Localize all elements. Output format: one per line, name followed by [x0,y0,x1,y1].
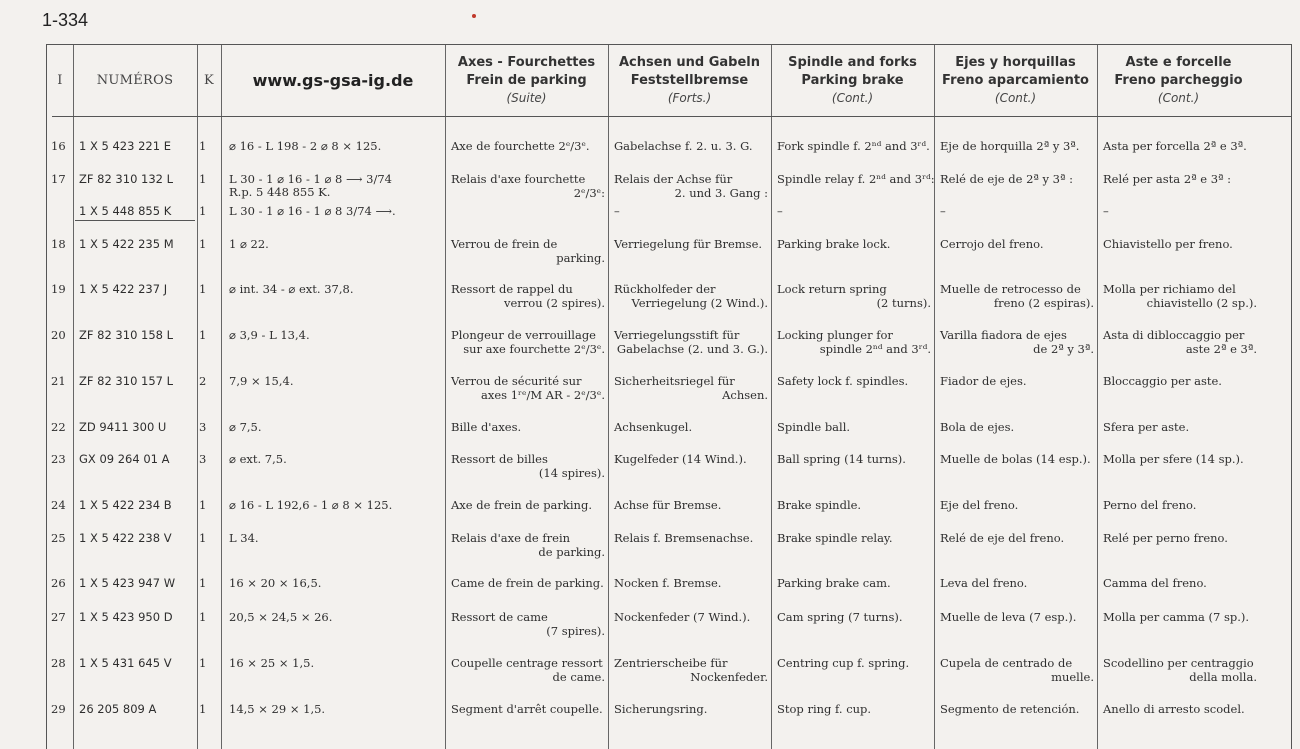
desc-fr-line: Came de frein de parking. [451,576,604,590]
col-divider [445,45,446,749]
desc-it-line: Anello di arresto scodel. [1103,702,1245,716]
desc-en-line: Cam spring (7 turns). [777,610,903,624]
part-number: ZF 82 310 157 L [79,374,174,388]
desc-de-line: Relais f. Bremsenachse. [614,531,754,545]
header-german: Achsen und Gabeln Feststellbremse (Forts.) [619,54,760,105]
desc-es-line: – [940,204,946,218]
desc-en-line: Safety lock f. spindles. [777,374,909,388]
desc-fr-line: axes 1ʳᵉ/M AR - 2ᵉ/3ᵉ. [480,387,605,402]
desc-fr-line: Relais d'axe fourchette [451,172,586,186]
header-numeros: NUMÉROS [96,72,174,88]
row-index: 28 [51,656,66,670]
dimensions: 16 × 20 × 16,5. [229,576,322,590]
desc-fr-line: Plongeur de verrouillage [451,328,596,342]
part-number: 1 X 5 423 947 W [79,576,176,590]
part-number: 1 X 5 423 221 E [79,139,171,153]
col-divider [73,45,74,749]
part-number: 1 X 5 448 855 K [79,204,172,218]
desc-es-line: Relé de eje del freno. [940,531,1065,545]
desc-en-line: Stop ring f. cup. [777,702,872,716]
desc-es-line: Muelle de leva (7 esp.). [940,610,1077,624]
dimensions: L 34. [229,531,259,545]
desc-it-line: Asta di dibloccaggio per [1103,328,1245,342]
part-number: 1 X 5 422 234 B [79,498,172,512]
dimensions: ⌀ 3,9 - L 13,4. [229,328,310,342]
desc-it-line: Relé per asta 2ª e 3ª : [1103,172,1232,186]
part-number: GX 09 264 01 A [79,452,170,466]
part-number-underline [75,220,195,221]
header-k: K [203,72,214,88]
desc-it-line: – [1103,204,1109,218]
desc-it-line: Molla per richiamo del [1103,282,1236,296]
desc-es-line: Eje del freno. [940,498,1019,512]
quantity-k: 1 [199,139,207,153]
desc-it-line: chiavistello (2 sp.). [1146,295,1257,310]
desc-en-line: – [777,204,783,218]
quantity-k: 1 [199,172,207,186]
col-divider [771,45,772,749]
dimensions: ⌀ 7,5. [229,420,262,434]
desc-de-line: Achsenkugel. [614,420,693,434]
row-index: 24 [51,498,66,512]
dimensions: 7,9 × 15,4. [229,374,294,388]
quantity-k: 3 [199,420,207,434]
desc-fr-line: (14 spires). [538,465,605,480]
row-index: 19 [51,282,66,296]
dimensions: ⌀ int. 34 - ⌀ ext. 37,8. [229,282,354,296]
header-french: Axes - Fourchettes Frein de parking (Suite) [457,54,596,105]
desc-it-line: della molla. [1189,669,1257,684]
quantity-k: 1 [199,610,207,624]
header-english: Spindle and forks Parking brake (Cont.) [788,54,917,105]
quantity-k: 1 [199,282,207,296]
desc-it-line: Relé per perno freno. [1103,531,1228,545]
page-number: 1-334 [42,10,89,30]
quantity-k: 1 [199,702,207,716]
desc-fr-line: Verrou de frein de [451,237,558,251]
desc-de-line: Achsen. [722,387,768,402]
desc-fr-line: verrou (2 spires). [503,295,605,310]
desc-es-line: Leva del freno. [940,576,1028,590]
row-index: 27 [51,610,66,624]
row-index: 20 [51,328,66,342]
desc-en-line: (2 turns). [876,295,931,310]
quantity-k: 1 [199,204,207,218]
dimensions: 16 × 25 × 1,5. [229,656,315,670]
desc-de-line: Rückholfeder der [614,282,716,296]
desc-es-line: Cupela de centrado de [940,656,1073,670]
desc-en-line: Lock return spring [777,282,887,296]
quantity-k: 2 [199,374,207,388]
part-number: 26 205 809 A [79,702,157,716]
desc-es-line: Bola de ejes. [940,420,1015,434]
quantity-k: 3 [199,452,207,466]
desc-it-line: Camma del freno. [1103,576,1207,590]
desc-es-line: Fiador de ejes. [940,374,1027,388]
row-index: 22 [51,420,66,434]
desc-fr-line: Coupelle centrage ressort [451,656,603,670]
desc-en-line: spindle 2ⁿᵈ and 3ʳᵈ. [819,341,931,356]
desc-es-line: Segmento de retención. [940,702,1080,716]
desc-en-line: Locking plunger for [777,328,893,342]
desc-es-line: Muelle de retrocesso de [940,282,1081,296]
desc-de-line: Kugelfeder (14 Wind.). [614,452,747,466]
col-divider [197,45,198,749]
desc-fr-line: parking. [556,250,605,265]
desc-fr-line: sur axe fourchette 2ᵉ/3ᵉ. [463,341,605,356]
dimensions: ⌀ 16 - L 192,6 - 1 ⌀ 8 × 125. [229,498,393,512]
desc-de-line: Nockenfeder (7 Wind.). [614,610,751,624]
header-website [221,45,445,115]
desc-en-line: Fork spindle f. 2ⁿᵈ and 3ʳᵈ. [777,139,930,153]
desc-fr-line: Axe de frein de parking. [451,498,592,512]
row-index: 25 [51,531,66,545]
desc-it-line: Asta per forcella 2ª e 3ª. [1103,139,1247,153]
desc-de-line: Sicherheitsriegel für [614,374,735,388]
desc-en-line: Parking brake cam. [777,576,891,590]
desc-it-line: Perno del freno. [1103,498,1197,512]
part-number: 1 X 5 422 237 J [79,282,168,296]
part-number: 1 X 5 422 238 V [79,531,172,545]
desc-es-line: Eje de horquilla 2ª y 3ª. [940,139,1080,153]
dimensions-ref: R.p. 5 448 855 K. [229,185,331,199]
header-italian: Aste e forcelle Freno parcheggio (Cont.) [1114,54,1243,105]
desc-en-line: Spindle ball. [777,420,851,434]
part-number: 1 X 5 423 950 D [79,610,173,624]
desc-de-line: – [614,204,620,218]
dimensions: ⌀ 16 - L 198 - 2 ⌀ 8 × 125. [229,139,382,153]
desc-it-line: Chiavistello per freno. [1103,237,1233,251]
ink-dot [472,14,476,18]
quantity-k: 1 [199,328,207,342]
desc-es-line: Cerrojo del freno. [940,237,1044,251]
desc-en-line: Parking brake lock. [777,237,891,251]
row-index: 26 [51,576,66,590]
desc-fr-line: Ressort de rappel du [451,282,573,296]
header-spanish: Ejes y horquillas Freno aparcamiento (Cont.) [942,54,1089,105]
part-number: ZF 82 310 158 L [79,328,174,342]
desc-it-line: Bloccaggio per aste. [1103,374,1222,388]
dimensions: 1 ⌀ 22. [229,237,269,251]
header-separator [52,116,1291,117]
desc-en-line: Ball spring (14 turns). [777,452,906,466]
col-divider [608,45,609,749]
desc-de-line: Verriegelungsstift für [614,328,740,342]
desc-en-line: Brake spindle. [777,498,862,512]
desc-it-line: Molla per sfere (14 sp.). [1103,452,1244,466]
desc-fr-line: (7 spires). [546,623,605,638]
desc-es-line: Varilla fiadora de ejes [940,328,1067,342]
col-divider [934,45,935,749]
desc-fr-line: Axe de fourchette 2ᵉ/3ᵉ. [451,139,590,153]
parts-table [46,44,1292,749]
desc-de-line: Nocken f. Bremse. [614,576,722,590]
row-index: 18 [51,237,66,251]
row-index: 21 [51,374,66,388]
desc-fr-line: Verrou de sécurité sur [451,374,582,388]
desc-it-line: Sfera per aste. [1103,420,1190,434]
part-number: ZD 9411 300 U [79,420,167,434]
row-index: 16 [51,139,66,153]
dimensions: ⌀ ext. 7,5. [229,452,287,466]
desc-de-line: Verriegelung für Bremse. [614,237,763,251]
desc-it-line: Scodellino per centraggio [1103,656,1254,670]
desc-it-line: aste 2ª e 3ª. [1185,341,1257,356]
dimensions: L 30 - 1 ⌀ 16 - 1 ⌀ 8 3/74 ⟶. [229,204,396,218]
desc-en-line: Brake spindle relay. [777,531,893,545]
quantity-k: 1 [199,498,207,512]
desc-fr-line: de parking. [538,544,605,559]
desc-es-line: de 2ª y 3ª. [1033,341,1094,356]
desc-es-line: Relé de eje de 2ª y 3ª : [940,172,1073,186]
dimensions: 14,5 × 29 × 1,5. [229,702,326,716]
row-index: 23 [51,452,66,466]
quantity-k: 1 [199,576,207,590]
dimensions: 20,5 × 24,5 × 26. [229,610,333,624]
col-divider [221,45,222,749]
desc-it-line: Molla per camma (7 sp.). [1103,610,1250,624]
part-number: 1 X 5 431 645 V [79,656,172,670]
col-divider [1097,45,1098,749]
desc-es-line: freno (2 espiras). [993,295,1094,310]
desc-fr-line: Relais d'axe de frein [451,531,571,545]
desc-en-line: Spindle relay f. 2ⁿᵈ and 3ʳᵈ: [777,172,935,186]
desc-de-line: 2. und 3. Gang : [674,185,768,200]
desc-de-line: Sicherungsring. [614,702,708,716]
desc-fr-line: Bille d'axes. [451,420,522,434]
header-index: I [57,72,63,88]
desc-fr-line: de came. [552,669,605,684]
desc-de-line: Gabelachse f. 2. u. 3. G. [614,139,753,153]
part-number: ZF 82 310 132 L [79,172,174,186]
row-index: 17 [51,172,66,186]
dimensions: L 30 - 1 ⌀ 16 - 1 ⌀ 8 ⟶ 3/74 [229,172,392,186]
desc-fr-line: 2ᵉ/3ᵉ: [573,185,605,200]
desc-fr-line: Ressort de came [451,610,548,624]
row-index: 29 [51,702,66,716]
desc-de-line: Verriegelung (2 Wind.). [631,295,768,310]
desc-de-line: Zentrierscheibe für [614,656,728,670]
part-number: 1 X 5 422 235 M [79,237,174,251]
quantity-k: 1 [199,237,207,251]
desc-de-line: Nockenfeder. [690,669,768,684]
website-text: www.gs-gsa-ig.de [252,70,414,90]
desc-de-line: Achse für Bremse. [614,498,722,512]
desc-fr-line: Segment d'arrêt coupelle. [451,702,603,716]
quantity-k: 1 [199,531,207,545]
desc-en-line: Centring cup f. spring. [777,656,910,670]
desc-fr-line: Ressort de billes [451,452,548,466]
desc-de-line: Relais der Achse für [614,172,733,186]
desc-es-line: muelle. [1051,669,1094,684]
desc-es-line: Muelle de bolas (14 esp.). [940,452,1091,466]
quantity-k: 1 [199,656,207,670]
desc-de-line: Gabelachse (2. und 3. G.). [616,341,768,356]
